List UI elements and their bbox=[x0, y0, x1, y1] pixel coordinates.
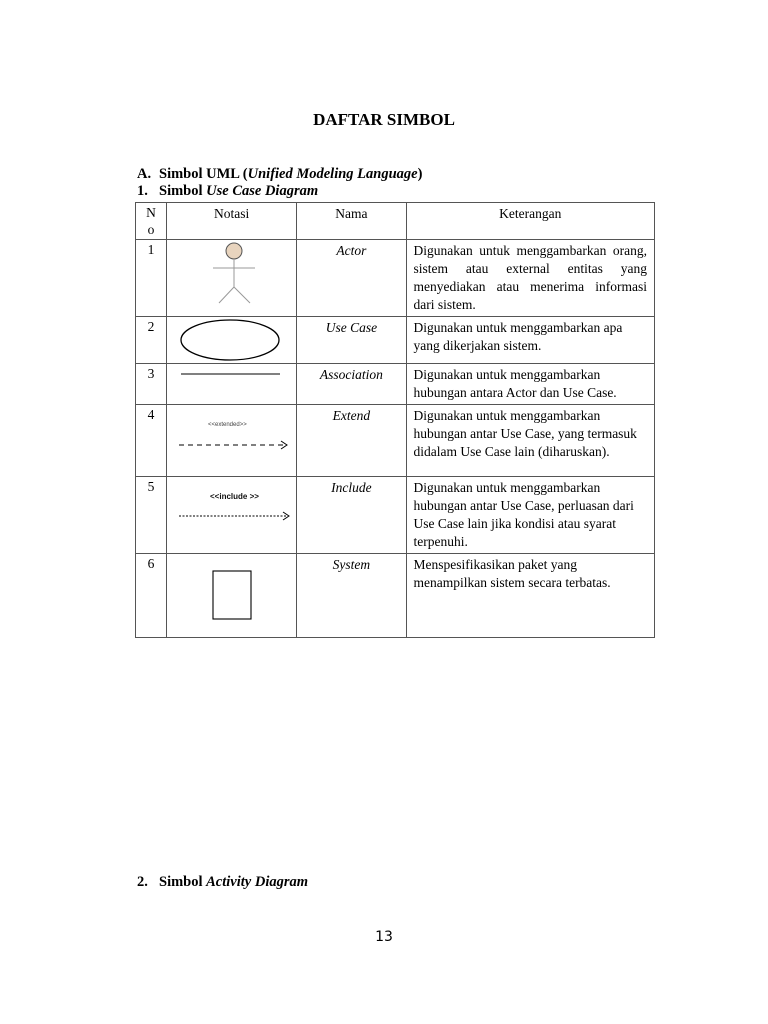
section-text-italic: Activity Diagram bbox=[206, 874, 309, 890]
section-heading-a bbox=[137, 166, 422, 183]
include-arrow-icon bbox=[167, 477, 297, 547]
header-no-line2: o bbox=[147, 222, 155, 237]
notation-cell bbox=[167, 405, 297, 477]
notation-cell bbox=[167, 554, 297, 638]
include-stereotype-label: <<include >> bbox=[210, 492, 259, 501]
symbol-table bbox=[135, 202, 655, 638]
row-name: Association bbox=[297, 364, 406, 405]
row-name: Extend bbox=[297, 405, 406, 477]
notation-cell bbox=[167, 477, 297, 554]
row-number: 4 bbox=[136, 405, 167, 477]
page-title: DAFTAR SIMBOL bbox=[313, 110, 455, 129]
header-no bbox=[136, 203, 167, 240]
section-marker: 2. bbox=[137, 874, 148, 890]
section-text: Simbol UML ( bbox=[159, 166, 248, 182]
extend-arrow-icon bbox=[167, 405, 297, 475]
section-text-italic: Use Case Diagram bbox=[206, 183, 319, 199]
notation-cell bbox=[167, 240, 297, 317]
page-number: 13 bbox=[375, 929, 393, 945]
section-heading-1 bbox=[137, 183, 318, 200]
use-case-ellipse-icon bbox=[167, 317, 297, 363]
row-name: Actor bbox=[297, 240, 406, 317]
section-heading-2 bbox=[137, 874, 308, 891]
header-notasi: Notasi bbox=[167, 203, 297, 240]
row-number: 5 bbox=[136, 477, 167, 554]
header-no-line1: N bbox=[146, 205, 156, 220]
section-text: Simbol bbox=[159, 874, 207, 890]
notation-cell bbox=[167, 364, 297, 405]
actor-icon bbox=[167, 240, 297, 310]
row-description: Digunakan untuk menggambarkan apa yang dikerjakan sistem. bbox=[406, 317, 655, 364]
row-number: 1 bbox=[136, 240, 167, 317]
extend-stereotype-label: <<extended>> bbox=[208, 422, 247, 428]
table-row bbox=[136, 477, 655, 554]
row-description: Menspesifikasikan paket yang menampilkan sistem secara terbatas. bbox=[406, 554, 655, 638]
table-header-row bbox=[136, 203, 655, 240]
row-name: Include bbox=[297, 477, 406, 554]
notation-cell bbox=[167, 317, 297, 364]
section-text-italic: Unified Modeling Language bbox=[247, 166, 418, 182]
association-line-icon bbox=[167, 364, 297, 394]
section-text: Simbol bbox=[159, 183, 207, 199]
header-keterangan: Keterangan bbox=[406, 203, 655, 240]
row-description: Digunakan untuk menggambarkan hubungan antar Use Case, yang termasuk didalam Use Case lain (diharuskan). bbox=[406, 405, 655, 477]
section-marker: 1. bbox=[137, 183, 148, 199]
section-text-suffix: ) bbox=[417, 166, 423, 182]
row-number: 6 bbox=[136, 554, 167, 638]
section-marker: A. bbox=[137, 166, 152, 182]
row-description: Digunakan untuk menggambarkan hubungan antara Actor dan Use Case. bbox=[406, 364, 655, 405]
table-row bbox=[136, 317, 655, 364]
row-number: 2 bbox=[136, 317, 167, 364]
row-description: Digunakan untuk menggambarkan orang, sistem atau external entitas yang menyediakan atau menerima informasi dari sistem. bbox=[406, 240, 655, 317]
row-name: Use Case bbox=[297, 317, 406, 364]
system-box-icon bbox=[167, 554, 297, 634]
table-row bbox=[136, 405, 655, 477]
header-nama: Nama bbox=[297, 203, 406, 240]
table-row bbox=[136, 364, 655, 405]
row-name: System bbox=[297, 554, 406, 638]
row-description: Digunakan untuk menggambarkan hubungan antar Use Case, perluasan dari Use Case lain jika kondisi atau syarat terpenuhi. bbox=[406, 477, 655, 554]
table-row bbox=[136, 240, 655, 317]
row-number: 3 bbox=[136, 364, 167, 405]
table-row bbox=[136, 554, 655, 638]
